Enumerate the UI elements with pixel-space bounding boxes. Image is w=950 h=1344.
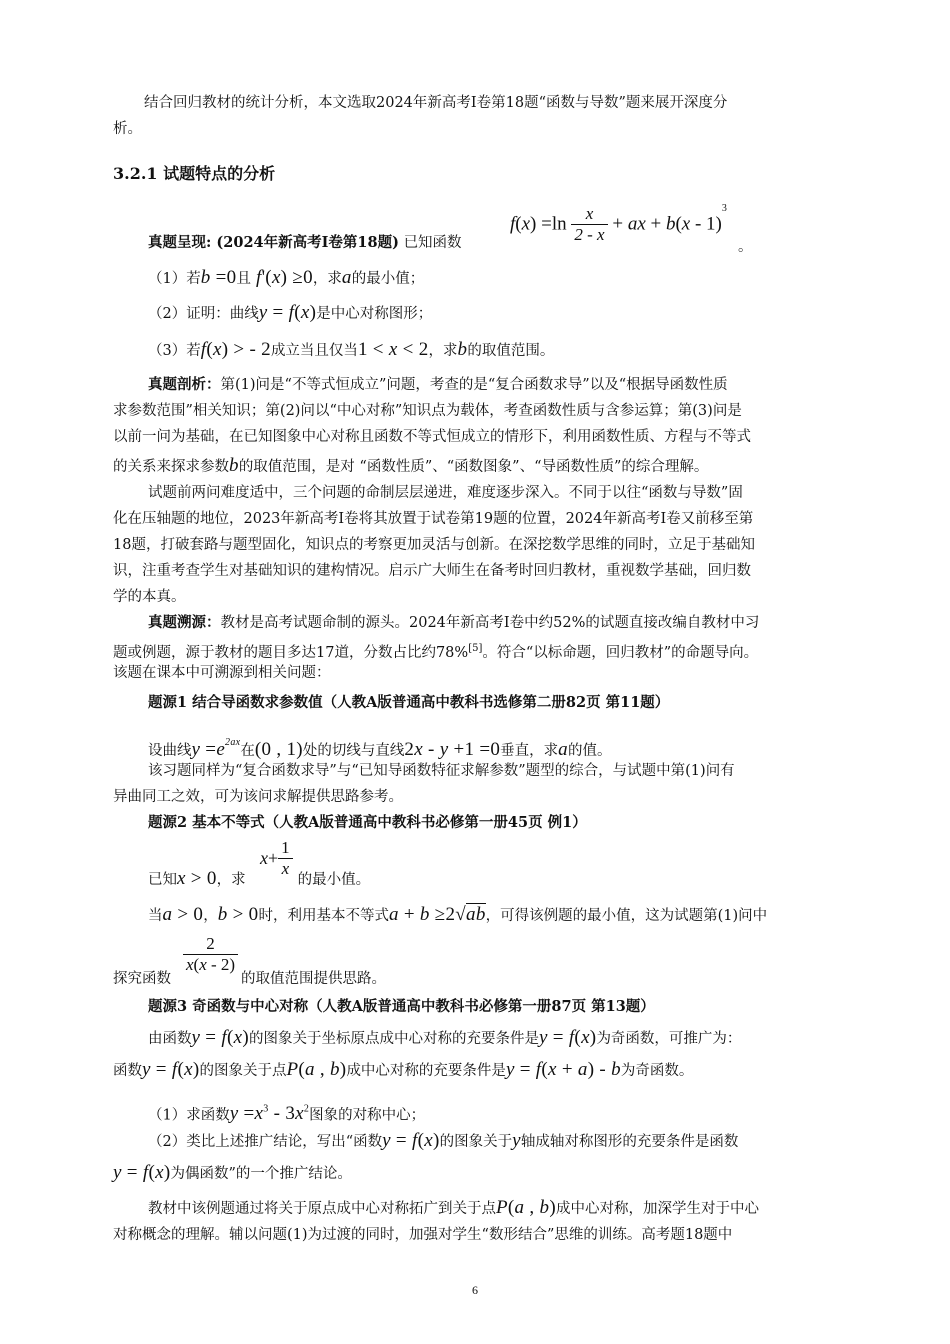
source1-comment-1: 该习题同样为“复合函数求导”与“已知导函数特征求解参数”题型的综合，与试题中第(1)问有 bbox=[148, 763, 735, 779]
q3-math-range: 1 < x < 2 bbox=[357, 339, 429, 360]
q2-text-b: 是中心对称图形； bbox=[316, 306, 433, 322]
t1-math-point: (0 , 1) bbox=[254, 739, 303, 760]
t3q1-text-b: 图象的对称中心； bbox=[309, 1107, 426, 1124]
t2-math-expression: x+ $\frac{1}{x}$ bbox=[260, 838, 293, 879]
page-number: 6 bbox=[472, 1283, 478, 1297]
para2-line-5: 学的本真。 bbox=[113, 589, 186, 605]
t3c1-math-point: P(a , b) bbox=[496, 1197, 556, 1218]
q3-text-a: （3）若 bbox=[148, 343, 201, 359]
t3q2b-text-a: 为偶函数”的一个推广结论。 bbox=[170, 1166, 352, 1182]
problem-statement bbox=[148, 230, 462, 256]
problem-function-formula: f(x) =ln $\frac{x}{2 - x}$ + ax + b(x - 1)$^3$ bbox=[510, 203, 727, 245]
t3c1-text-a: 教材中该例题通过将关于原点成中心对称拓广到关于点 bbox=[148, 1201, 496, 1217]
t1-text-d: 垂直，求 bbox=[500, 743, 559, 759]
t3q2-math-1: y = f(x) bbox=[382, 1130, 440, 1151]
source-text-3: 。符合“以标命题，回归教材”的命题导向。 bbox=[482, 644, 759, 661]
analysis-line-2: 求参数范围”相关知识；第(2)问以“中心对称”知识点为载体，考查函数性质与含参运算；第(3)问是 bbox=[113, 403, 742, 419]
t3l2-text-b: 的图象关于点 bbox=[199, 1063, 287, 1079]
q3-math-inequality: f(x) > - 2 bbox=[200, 339, 271, 360]
t1-math-line: 2x - y +1 =0 bbox=[404, 739, 501, 760]
t3l1-text-b: 的图象关于坐标原点成中心对称的充要条件是 bbox=[248, 1031, 539, 1047]
q3-text-d: 的取值范围。 bbox=[467, 343, 555, 359]
problem-end: 。 bbox=[738, 239, 753, 255]
problem-label: 真题呈现: (2024年新高考I卷第18题) bbox=[148, 234, 399, 251]
t2-text-b: ，求 bbox=[216, 872, 246, 888]
q1-text-d: 的最小值； bbox=[351, 271, 425, 287]
intro-line-2: 析。 bbox=[113, 121, 142, 137]
t2c-text-d: ，可得该例题的最小值，这为试题第(1)问中 bbox=[485, 908, 768, 924]
q2-math-curve: y = f(x) bbox=[258, 302, 317, 323]
t3c1-text-b: 成中心对称，加深学生对于中心 bbox=[555, 1201, 759, 1217]
t3l1-math-1: y = f(x) bbox=[191, 1027, 249, 1048]
t3l1-math-2: y = f(x) bbox=[538, 1027, 597, 1048]
t3l2-math-shift: y = f(x + a) - b bbox=[505, 1059, 621, 1080]
t2c2-text-b: 的取值范围提供思路。 bbox=[241, 971, 386, 987]
source2-comment-2 bbox=[113, 966, 386, 992]
t2c-text-c: 时，利用基本不等式 bbox=[258, 908, 389, 924]
q1-text-a: （1）若 bbox=[148, 271, 201, 287]
t3l2-text-c: 成中心对称的充要条件是 bbox=[346, 1063, 506, 1079]
t3q2-text-b: 的图象关于 bbox=[439, 1134, 513, 1150]
source-label: 真题溯源： bbox=[148, 614, 221, 631]
t2c2-math-fraction: $\frac{2}{x(x - 2)}$ bbox=[183, 934, 238, 975]
t3q2-text-a: （2）类比上述推广结论，写出“函数 bbox=[148, 1134, 383, 1150]
source3-question-1 bbox=[148, 1097, 425, 1128]
t2c2-text-a: 探究函数 bbox=[113, 971, 171, 987]
t3l2-text-d: 为奇函数。 bbox=[620, 1063, 694, 1079]
source3-comment-1 bbox=[148, 1195, 759, 1222]
source-text-1: 教材是高考试题命制的源头。2024年新高考I卷中约52%的试题直接改编自教材中习 bbox=[220, 615, 760, 631]
analysis-last-a: 的关系来探求参数 bbox=[113, 459, 229, 475]
source1-comment-2: 异曲同工之效，可为该问求解提供思路参考。 bbox=[113, 789, 403, 805]
t2-text-c: 的最小值。 bbox=[297, 872, 371, 888]
t2-math-x-positive: x > 0 bbox=[177, 868, 217, 889]
analysis-line-1 bbox=[148, 372, 728, 398]
t1-text-b: 在 bbox=[240, 743, 255, 759]
t2c-math-am-gm: a + b ≥2√ab bbox=[388, 904, 486, 925]
analysis-last-b: 的取值范围，是对 “函数性质”、“函数图象”、“导函数性质”的综合理解。 bbox=[238, 459, 709, 475]
source3-heading: 题源3 奇函数与中心对称（人教A版普通高中教科书必修第一册87页 第13题） bbox=[148, 998, 655, 1015]
source3-line-1 bbox=[148, 1025, 741, 1052]
source2-heading: 题源2 基本不等式（人教A版普通高中教科书必修第一册45页 例1） bbox=[148, 814, 587, 831]
q1-math-derivative: f'(x) ≥0 bbox=[250, 267, 313, 288]
t1-text-a: 设曲线 bbox=[148, 743, 192, 759]
analysis-line-4 bbox=[113, 453, 708, 480]
para2-line-4: 识，注重考查学生对基础知识的建构情况。启示广大师生在备考时回归教材，重视数学基础，回归数 bbox=[113, 563, 751, 579]
analysis-math-b: b bbox=[229, 455, 239, 476]
t1-text-e: 的值。 bbox=[567, 743, 612, 759]
t2c-math-b-positive: b > 0 bbox=[217, 904, 259, 925]
source1-heading: 题源1 结合导函数求参数值（人教A版普通高中教科书选修第二册82页 第11题） bbox=[148, 694, 670, 711]
q1-math-a: a bbox=[341, 267, 352, 288]
t3l2-text-a: 函数 bbox=[113, 1063, 142, 1079]
t1-text-c: 处的切线与直线 bbox=[302, 743, 405, 759]
q3-text-b: 成立当且仅当 bbox=[270, 343, 358, 359]
t3l2-math-1: y = f(x) bbox=[142, 1059, 200, 1080]
citation-ref: [5] bbox=[468, 643, 483, 654]
t3q2b-math-1: y = f(x) bbox=[113, 1162, 171, 1183]
para2-line-1: 试题前两问难度适中，三个问题的命制层层递进，难度逐步深入。不同于以往“函数与导数”固 bbox=[148, 485, 743, 501]
question-1 bbox=[148, 265, 424, 292]
t1-math-curve: $y =e^{2ax}$ bbox=[191, 737, 241, 760]
source3-question-2b bbox=[113, 1160, 352, 1187]
t3q1-math-cubic: $y =x^3 - 3x^2$ bbox=[229, 1103, 310, 1125]
source-line-1 bbox=[148, 610, 759, 636]
q1-text-c: ，求 bbox=[312, 271, 342, 287]
t3q2-math-y: y bbox=[512, 1130, 521, 1151]
analysis-text-1: 第(1)问是“不等式恒成立”问题，考查的是“复合函数求导”以及“根据导函数性质 bbox=[220, 377, 728, 393]
q2-text-a: （2）证明：曲线 bbox=[148, 306, 259, 322]
section-heading: 3.2.1 试题特点的分析 bbox=[113, 164, 276, 183]
t2c-text-a: 当 bbox=[148, 908, 163, 924]
question-3 bbox=[148, 337, 554, 364]
q1-math-b-zero: b =0 bbox=[200, 267, 237, 288]
question-2 bbox=[148, 300, 432, 327]
source3-line-2 bbox=[113, 1057, 693, 1084]
source2-comment bbox=[148, 902, 767, 929]
source3-question-2 bbox=[148, 1128, 738, 1155]
q3-math-b: b bbox=[457, 339, 468, 360]
t3l2-math-point: P(a , b) bbox=[286, 1059, 347, 1080]
t2-text-a: 已知 bbox=[148, 872, 177, 888]
source3-comment-2: 对称概念的理解。辅以问题(1)为过渡的同时，加强对学生“数形结合”思维的训练。高考题18题中 bbox=[113, 1227, 733, 1243]
analysis-label: 真题剖析： bbox=[148, 376, 221, 393]
t1-math-a: a bbox=[558, 739, 568, 760]
problem-lead: 已知函数 bbox=[403, 235, 462, 251]
t3l1-text-c: 为奇函数，可推广为： bbox=[596, 1031, 742, 1047]
analysis-line-3: 以前一问为基础，在已知图象中心对称且函数不等式恒成立的情形下，利用函数性质、方程与不等式 bbox=[113, 429, 751, 445]
intro-line-1: 结合回归教材的统计分析，本文选取2024年新高考Ⅰ卷第18题“函数与导数”题来展开深度分 bbox=[144, 95, 728, 111]
para2-line-3: 18题，打破套路与题型固化，知识点的考察更加灵活与创新。在深挖数学思维的同时，立足于基础知 bbox=[113, 537, 755, 553]
source-line-3: 该题在课本中可溯源到相关问题： bbox=[113, 665, 331, 681]
t3l1-text-a: 由函数 bbox=[148, 1031, 192, 1047]
t3q2-text-c: 轴成轴对称图形的充要条件是函数 bbox=[520, 1134, 739, 1150]
source-text-2: 题或例题，源于教材的题目多达17道，分数占比约78% bbox=[113, 644, 469, 661]
para2-line-2: 化在压轴题的地位，2023年新高考I卷将其放置于试卷第19题的位置，2024年新高考I卷又前移至第 bbox=[113, 511, 754, 527]
q1-text-b: 且 bbox=[236, 271, 251, 287]
t2c-math-a-positive: a > 0 bbox=[162, 904, 204, 925]
t2c-text-b: ， bbox=[203, 908, 218, 924]
t3q1-text-a: （1）求函数 bbox=[148, 1107, 230, 1124]
q3-text-c: ，求 bbox=[428, 343, 458, 359]
